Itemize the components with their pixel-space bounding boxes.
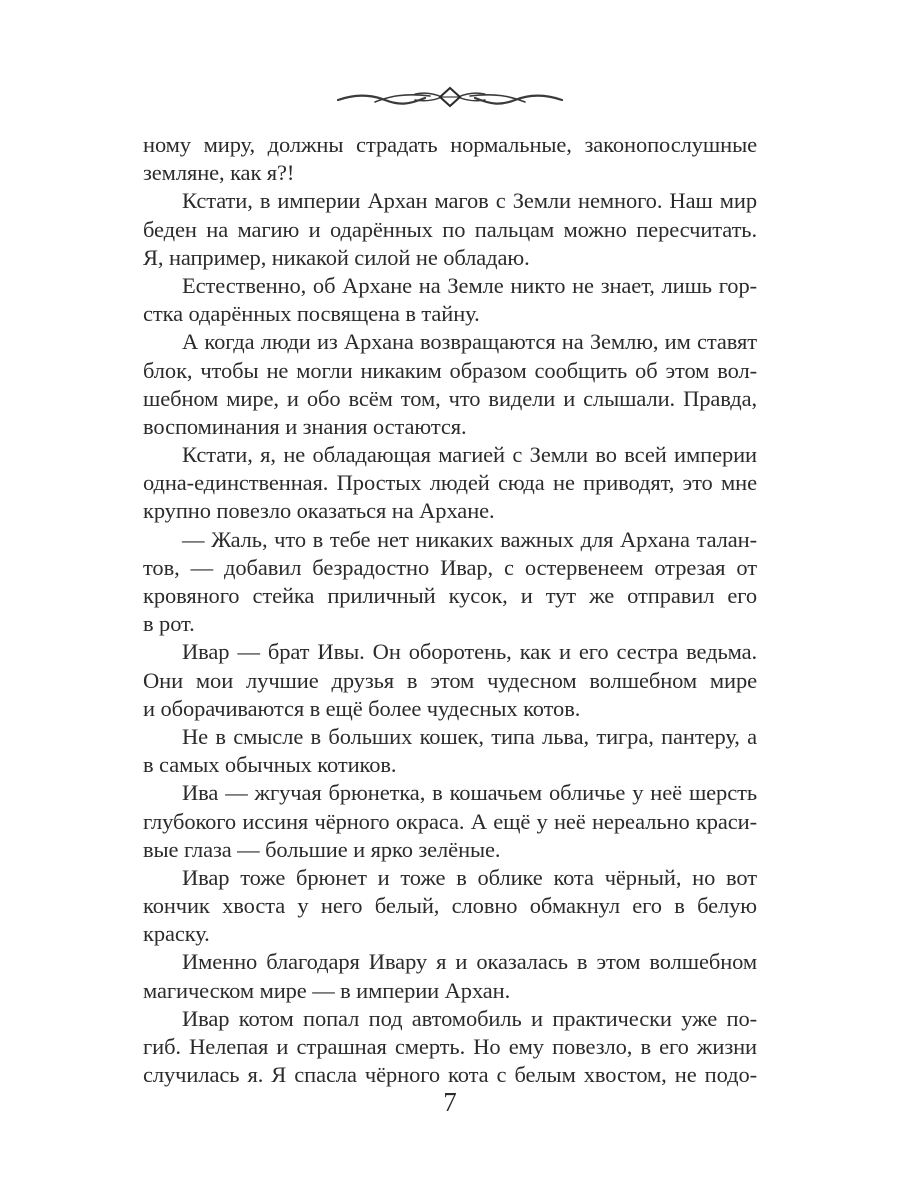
text-line: краску. (143, 921, 210, 947)
text-line: Они мои лучшие друзья в этом чудесном волшебном мире (143, 667, 757, 693)
text-line: Естественно, об Архане на Земле никто не знает, лишь гор- (182, 272, 757, 298)
page-number: 7 (443, 1087, 457, 1117)
flourish-divider-icon (330, 82, 570, 112)
text-line: гиб. Нелепая и страшная смерть. Но ему повезло, в его жизни (143, 1034, 757, 1059)
text-line: одна-единственная. Простых людей сюда не приводят, это мне (143, 470, 757, 496)
text-line: и оборачиваются в ещё более чудесных котов. (143, 695, 581, 721)
body-text (143, 131, 757, 1089)
text-line: вые глаза — большие и ярко зелёные. (143, 836, 501, 862)
text-line: Именно благодаря Ивару я и оказалась в этом волшебном (182, 949, 757, 975)
text-line: земляне, как я?! (143, 160, 295, 186)
text-line: — Жаль, что в тебе нет никаких важных для Архана талан- (182, 526, 757, 552)
text-line: стка одарённых посвящена в тайну. (143, 301, 480, 327)
text-line: шебном мире, и обо всём том, что видели и слышали. Правда, (143, 385, 757, 411)
text-line: Ивар — брат Ивы. Он оборотень, как и его сестра ведьма. (182, 639, 757, 665)
text-line: блок, чтобы не могли никаким образом сообщить об этом вол- (143, 357, 757, 383)
text-line: Я, например, никакой силой не обладаю. (143, 244, 530, 270)
text-line: случилась я. Я спасла чёрного кота с белым хвостом, не подо- (143, 1062, 757, 1088)
text-line: Ивар тоже брюнет и тоже в облике кота чёрный, но вот (182, 864, 757, 890)
text-line: воспоминания и знания остаются. (143, 413, 467, 439)
text-line: тов, — добавил безрадостно Ивар, с остервенеем отрезая от (143, 554, 757, 580)
text-line: в рот. (143, 611, 195, 637)
text-line: глубокого иссиня чёрного окраса. А ещё у неё нереально краси- (143, 808, 757, 834)
text-line: Кстати, в империи Архан магов с Земли немного. Наш мир (182, 188, 757, 214)
text-line: беден на магию и одарённых по пальцам можно пересчитать. (143, 216, 757, 242)
text-line: крупно повезло оказаться на Архане. (143, 498, 495, 524)
text-line: А когда люди из Архана возвращаются на Землю, им ставят (182, 329, 757, 355)
text-line: Кстати, я, не обладающая магией с Земли во всей империи (182, 442, 757, 468)
text-line: кончик хвоста у него белый, словно обмакнул его в белую (143, 893, 757, 919)
text-line: магическом мире — в империи Архан. (143, 977, 511, 1003)
text-line: Не в смысле в больших кошек, типа льва, тигра, пантеру, а (182, 723, 757, 749)
text-line: Ивар котом попал под автомобиль и практически уже по- (182, 1005, 757, 1031)
text-line: ному миру, должны страдать нормальные, законопослушные (143, 132, 757, 157)
text-line: кровяного стейка приличный кусок, и тут же отправил его (143, 583, 757, 608)
text-line: Ива — жгучая брюнетка, в кошачьем обличье у неё шерсть (182, 780, 757, 806)
text-line: в самых обычных котиков. (143, 752, 397, 778)
